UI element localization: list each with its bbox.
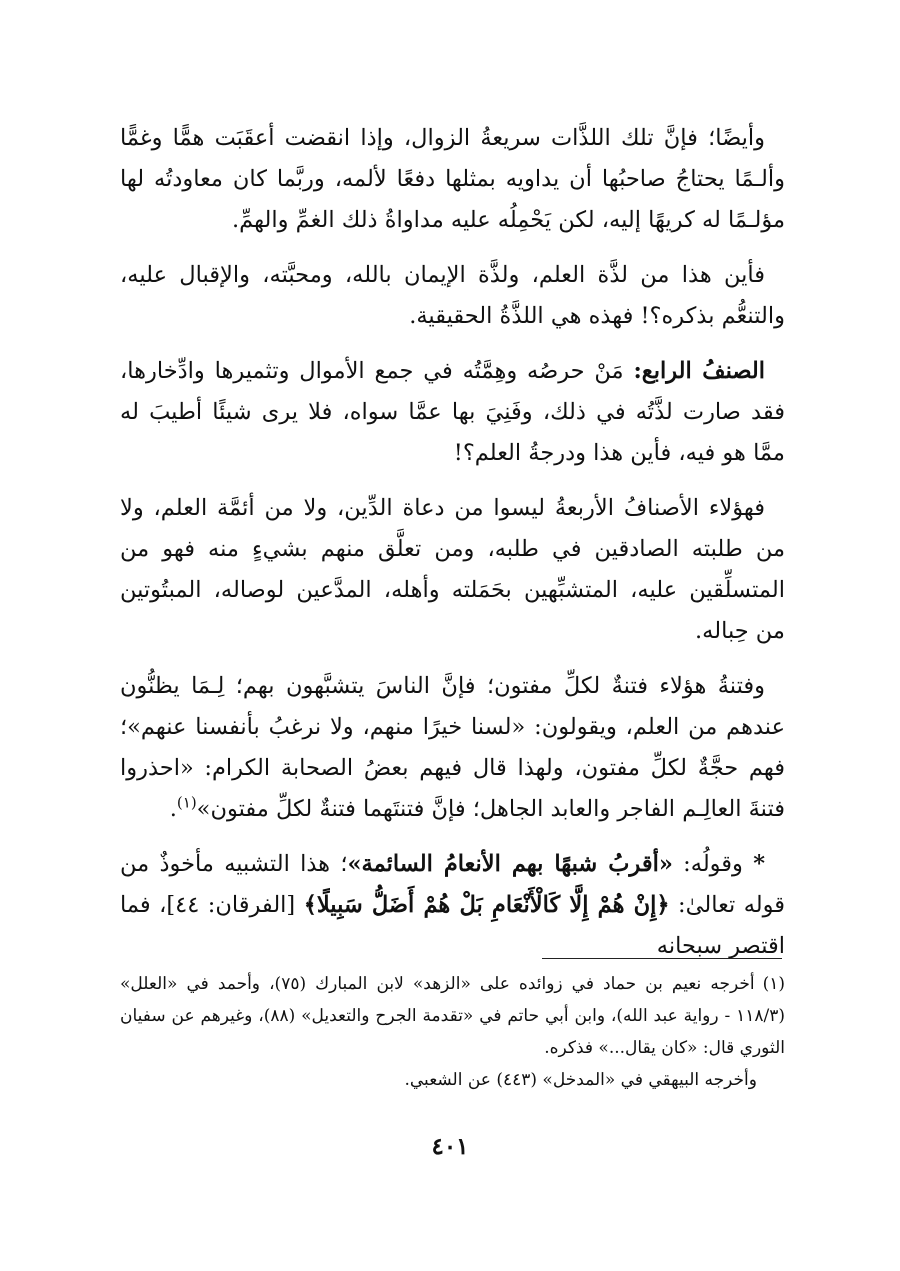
page-number: ٤٠١ [431,1133,469,1160]
footnote-marker[interactable]: (١) [176,793,197,812]
footnote-1 [120,968,785,1064]
verse-citation: [الفرقان: ٤٤] [166,892,304,918]
footnote-divider [542,958,782,959]
footnote-1-text: أخرجه نعيم بن حماد في زوائده على «الزهد» لابن المبارك (٧٥)، وأحمد في «العلل» (١١٨/٣ - رواية عبد الله)، وابن أبي حاتم في «تقدمة الجرح والتعديل» (٨٨)، وغيرهم عن سفيان الثوري قال: «كان يقال...» فذكره. [120,974,785,1058]
footnote-number: (١) [762,974,785,994]
paragraph-3-body: مَنْ حرصُه وهِمَّتُه في جمع الأموال وتثميرها وادِّخارها، فقد صارت لذَّتُه في ذلك، وفَنِيَ بها عمَّا سواه، فلا يرى شيئًا أطيبَ له ممَّا هو فيه، فأين هذا ودرجةُ العلم؟! [120,358,785,466]
paragraph-6-middle: ؛ هذا التشبيه مأخوذٌ من قوله تعالىٰ: [120,851,785,918]
section-heading: الصنفُ الرابع: [633,358,765,384]
paragraph-4: فهؤلاء الأصنافُ الأربعةُ ليسوا من دعاة الدِّين، ولا من أئمَّة العلم، ولا من طلبته الصادقين في طلبه، ومن تعلَّق منهم بشيءٍ منه فهو من المتسلِّقين عليه، المتشبِّهين بحَمَلته وأهله، المدَّعين لوصاله، المبتُوتين من حِباله. [120,495,785,644]
quran-verse: ﴿إِنْ هُمْ إِلَّا كَالْأَنْعَامِ بَلْ هُمْ أَضَلُّ سَبِيلًا﴾ [303,892,670,918]
footnote-continuation [120,1064,785,1096]
footnote-2-text: وأخرجه البيهقي في «المدخل» (٤٤٣) عن الشعبي. [404,1070,757,1090]
main-text [120,118,785,981]
paragraph-6 [120,844,785,967]
paragraph-6-end: ، فما اقتصر سبحانه [120,892,785,959]
paragraph-5-body: وفتنةُ هؤلاء فتنةٌ لكلِّ مفتون؛ فإنَّ الناسَ يتشبَّهون بهم؛ لِـمَا يظنُّون عندهم من العلم، ويقولون: «لسنا خيرًا منهم، ولا نرغبُ بأنفسنا عنهم»؛ فهم حجَّةٌ لكلِّ مفتون، ولهذا قال فيهم بعضُ الصحابة الكرام: «احذروا فتنةَ العالِـم الفاجر والعابد الجاهل؛ فإنَّ فتنتَهما فتنةٌ لكلِّ مفتون» [120,673,785,822]
paragraph-5-end: . [169,796,177,822]
star-icon: * [753,851,765,877]
paragraph-3 [120,351,785,474]
paragraph-6-intro: وقولُه: [672,851,754,877]
paragraph-1: وأيضًا؛ فإنَّ تلك اللذَّات سريعةُ الزوال، وإذا انقضت أعقَبَت همًّا وغمًّا وألـمًا يحتاجُ صاحبُها أن يداويه بمثلها دفعًا لألمه، وربَّما كان معاودتُه لها مؤلـمًا له كريهًا إليه، لكن يَحْمِلُه عليه مداواةُ ذلك الغمِّ والهمِّ. [120,125,785,233]
paragraph-5 [120,666,785,830]
paragraph-2: فأين هذا من لذَّة العلم، ولذَّة الإيمان بالله، ومحبَّته، والإقبال عليه، والتنعُّم بذكره؟! فهذه هي اللذَّةُ الحقيقية. [120,262,785,329]
quoted-phrase: «أقربُ شبهًا بهم الأنعامُ السائمة» [347,851,673,877]
footnotes [120,968,785,1096]
